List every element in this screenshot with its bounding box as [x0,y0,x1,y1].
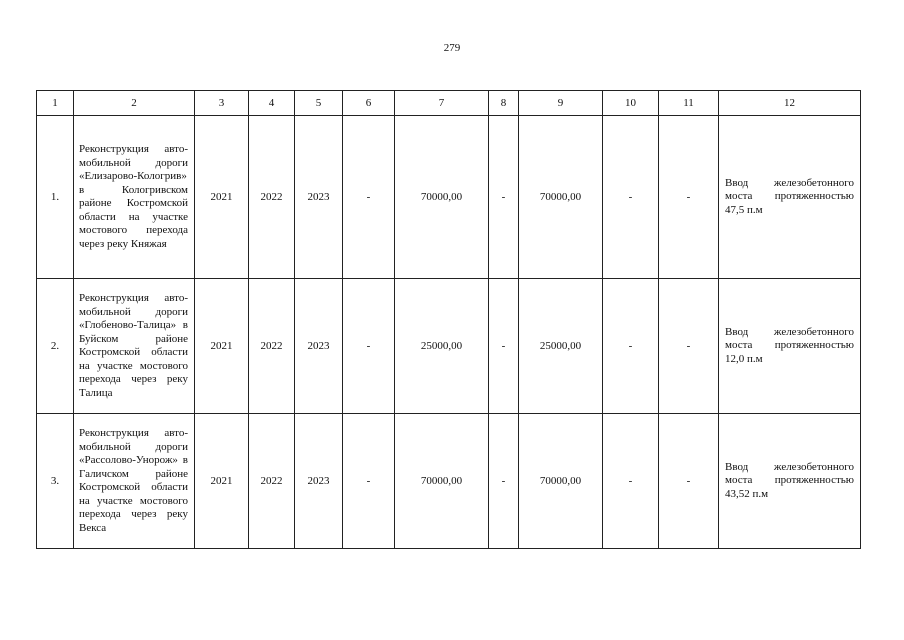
cell-col3: 2021 [195,279,249,414]
header-cell: 6 [343,91,395,116]
data-table [36,90,861,549]
header-cell: 12 [719,91,861,116]
cell-col10: - [603,116,659,279]
cell-col3: 2021 [195,414,249,549]
cell-col4: 2022 [249,279,295,414]
header-cell: 7 [395,91,489,116]
result-description: Ввод железобетонного моста протяженностью 43,52 п.м [719,414,861,549]
header-cell: 9 [519,91,603,116]
cell-col3: 2021 [195,116,249,279]
table-row [37,116,861,279]
header-cell: 3 [195,91,249,116]
table-row [37,414,861,549]
cell-col11: - [659,116,719,279]
result-description: Ввод железобетонного моста протяженностью 47,5 п.м [719,116,861,279]
result-description: Ввод железобетонного моста протяженностью 12,0 п.м [719,279,861,414]
table-row [37,279,861,414]
header-cell: 11 [659,91,719,116]
header-cell: 10 [603,91,659,116]
cell-col6: - [343,116,395,279]
cell-col9: 25000,00 [519,279,603,414]
cell-col7: 25000,00 [395,279,489,414]
cell-col4: 2022 [249,116,295,279]
cell-col7: 70000,00 [395,414,489,549]
project-description: Реконструкция авто-мобильной дороги «Рассолово-Унорож» в Галичском районе Костромской области на участке мостового перехода через реку Векса [74,414,195,549]
cell-col5: 2023 [295,116,343,279]
cell-col11: - [659,414,719,549]
cell-col8: - [489,414,519,549]
header-cell: 2 [74,91,195,116]
project-description: Реконструкция авто-мобильной дороги «Елизарово-Кологрив» в Кологривском районе Костромской области на участке мостового перехода через реку Княжая [74,116,195,279]
header-cell: 4 [249,91,295,116]
cell-col7: 70000,00 [395,116,489,279]
header-cell: 5 [295,91,343,116]
cell-col9: 70000,00 [519,116,603,279]
row-number: 2. [37,279,74,414]
row-number: 1. [37,116,74,279]
row-number: 3. [37,414,74,549]
project-description: Реконструкция авто-мобильной дороги «Глобеново-Талица» в Буйском районе Костромской области на участке мостового перехода через реку Талица [74,279,195,414]
page-number: 279 [443,42,461,54]
cell-col11: - [659,279,719,414]
cell-col10: - [603,279,659,414]
table-header-row [37,91,861,116]
cell-col5: 2023 [295,414,343,549]
cell-col10: - [603,414,659,549]
cell-col8: - [489,279,519,414]
cell-col5: 2023 [295,279,343,414]
header-cell: 8 [489,91,519,116]
cell-col6: - [343,414,395,549]
cell-col4: 2022 [249,414,295,549]
cell-col9: 70000,00 [519,414,603,549]
cell-col8: - [489,116,519,279]
header-cell: 1 [37,91,74,116]
cell-col6: - [343,279,395,414]
